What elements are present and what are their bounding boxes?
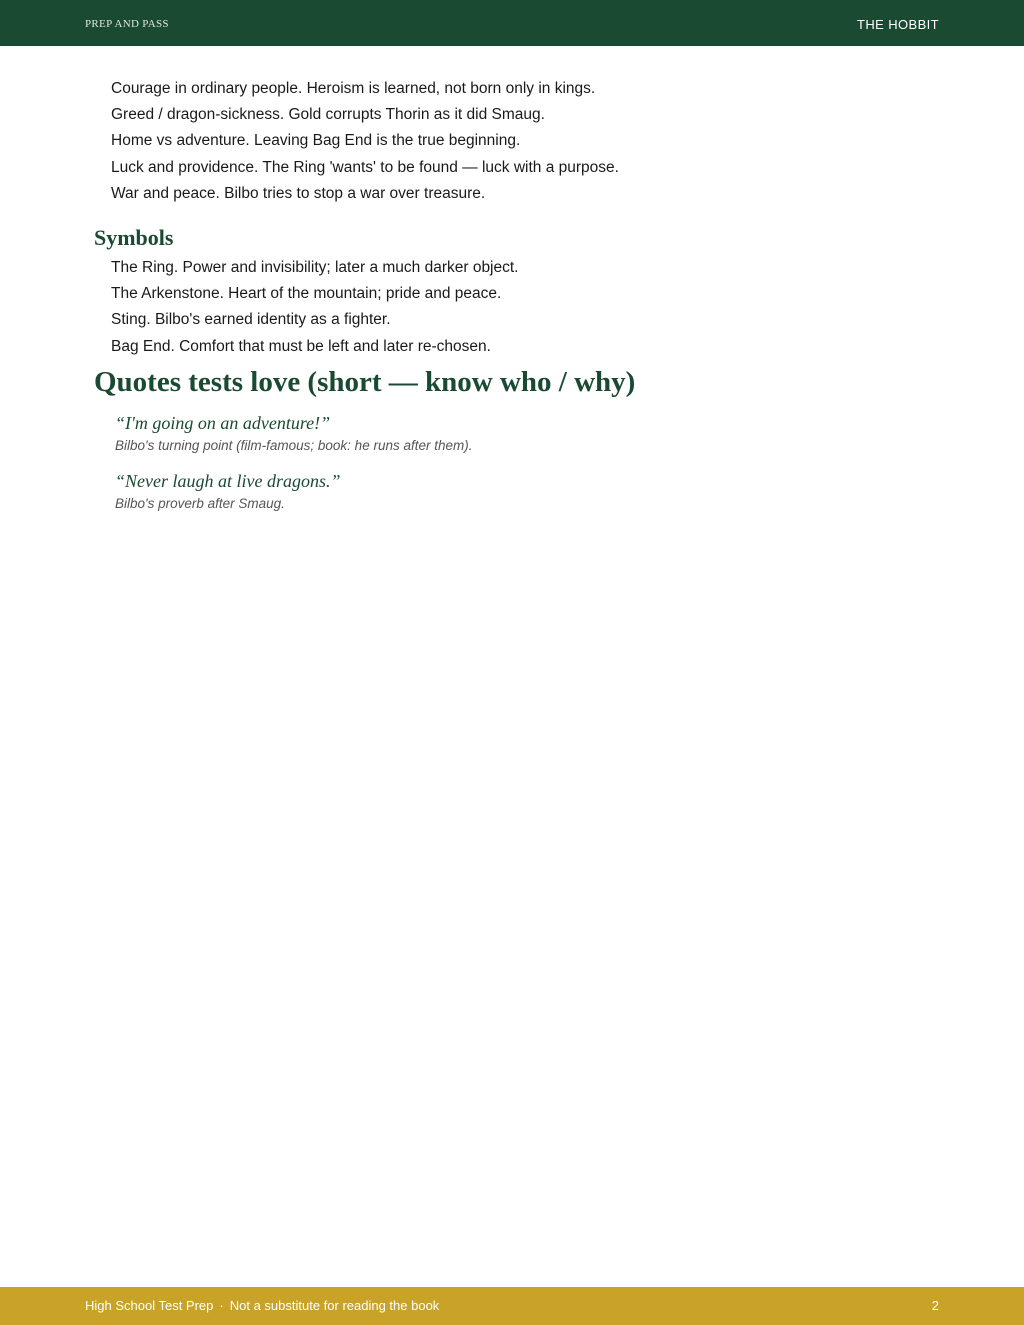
themes-list bbox=[94, 76, 934, 207]
theme-item: Luck and providence. The Ring 'wants' to be found — luck with a purpose. bbox=[111, 158, 619, 176]
footer-disclaimer: Not a substitute for reading the book bbox=[229, 1298, 440, 1313]
quote-block bbox=[115, 468, 934, 514]
symbol-item: The Arkenstone. Heart of the mountain; pride and peace. bbox=[111, 285, 502, 303]
symbol-item: Sting. Bilbo's earned identity as a fighter. bbox=[111, 311, 391, 329]
quotes-heading: Quotes tests love (short — know who / why) bbox=[94, 365, 636, 398]
quote-text: “Never laugh at live dragons.” bbox=[115, 470, 341, 491]
quote-text: “I'm going on an adventure!” bbox=[115, 412, 331, 433]
page-header bbox=[0, 0, 1024, 46]
page-footer bbox=[0, 1287, 1024, 1325]
quote-note: Bilbo's turning point (film-famous; book: he runs after them). bbox=[115, 437, 473, 453]
footer-source: High School Test Prep bbox=[85, 1298, 214, 1313]
symbols-heading: Symbols bbox=[94, 225, 174, 251]
quote-note: Bilbo's proverb after Smaug. bbox=[115, 495, 285, 511]
page-content bbox=[94, 76, 934, 526]
theme-item: Home vs adventure. Leaving Bag End is the true beginning. bbox=[111, 132, 521, 150]
symbol-item: Bag End. Comfort that must be left and later re-chosen. bbox=[111, 337, 491, 355]
symbols-list bbox=[94, 255, 934, 360]
footer-text bbox=[85, 1298, 439, 1313]
quote-block bbox=[115, 410, 934, 456]
footer-separator: · bbox=[219, 1298, 224, 1313]
theme-item: War and peace. Bilbo tries to stop a war over treasure. bbox=[111, 184, 486, 202]
theme-item: Greed / dragon-sickness. Gold corrupts Thorin as it did Smaug. bbox=[111, 106, 545, 124]
brand-label: PREP AND PASS bbox=[85, 18, 169, 30]
symbol-item: The Ring. Power and invisibility; later a much darker object. bbox=[111, 259, 519, 277]
book-title: THE HOBBIT bbox=[856, 17, 939, 32]
theme-item: Courage in ordinary people. Heroism is learned, not born only in kings. bbox=[111, 80, 596, 97]
page-number: 2 bbox=[931, 1298, 939, 1313]
